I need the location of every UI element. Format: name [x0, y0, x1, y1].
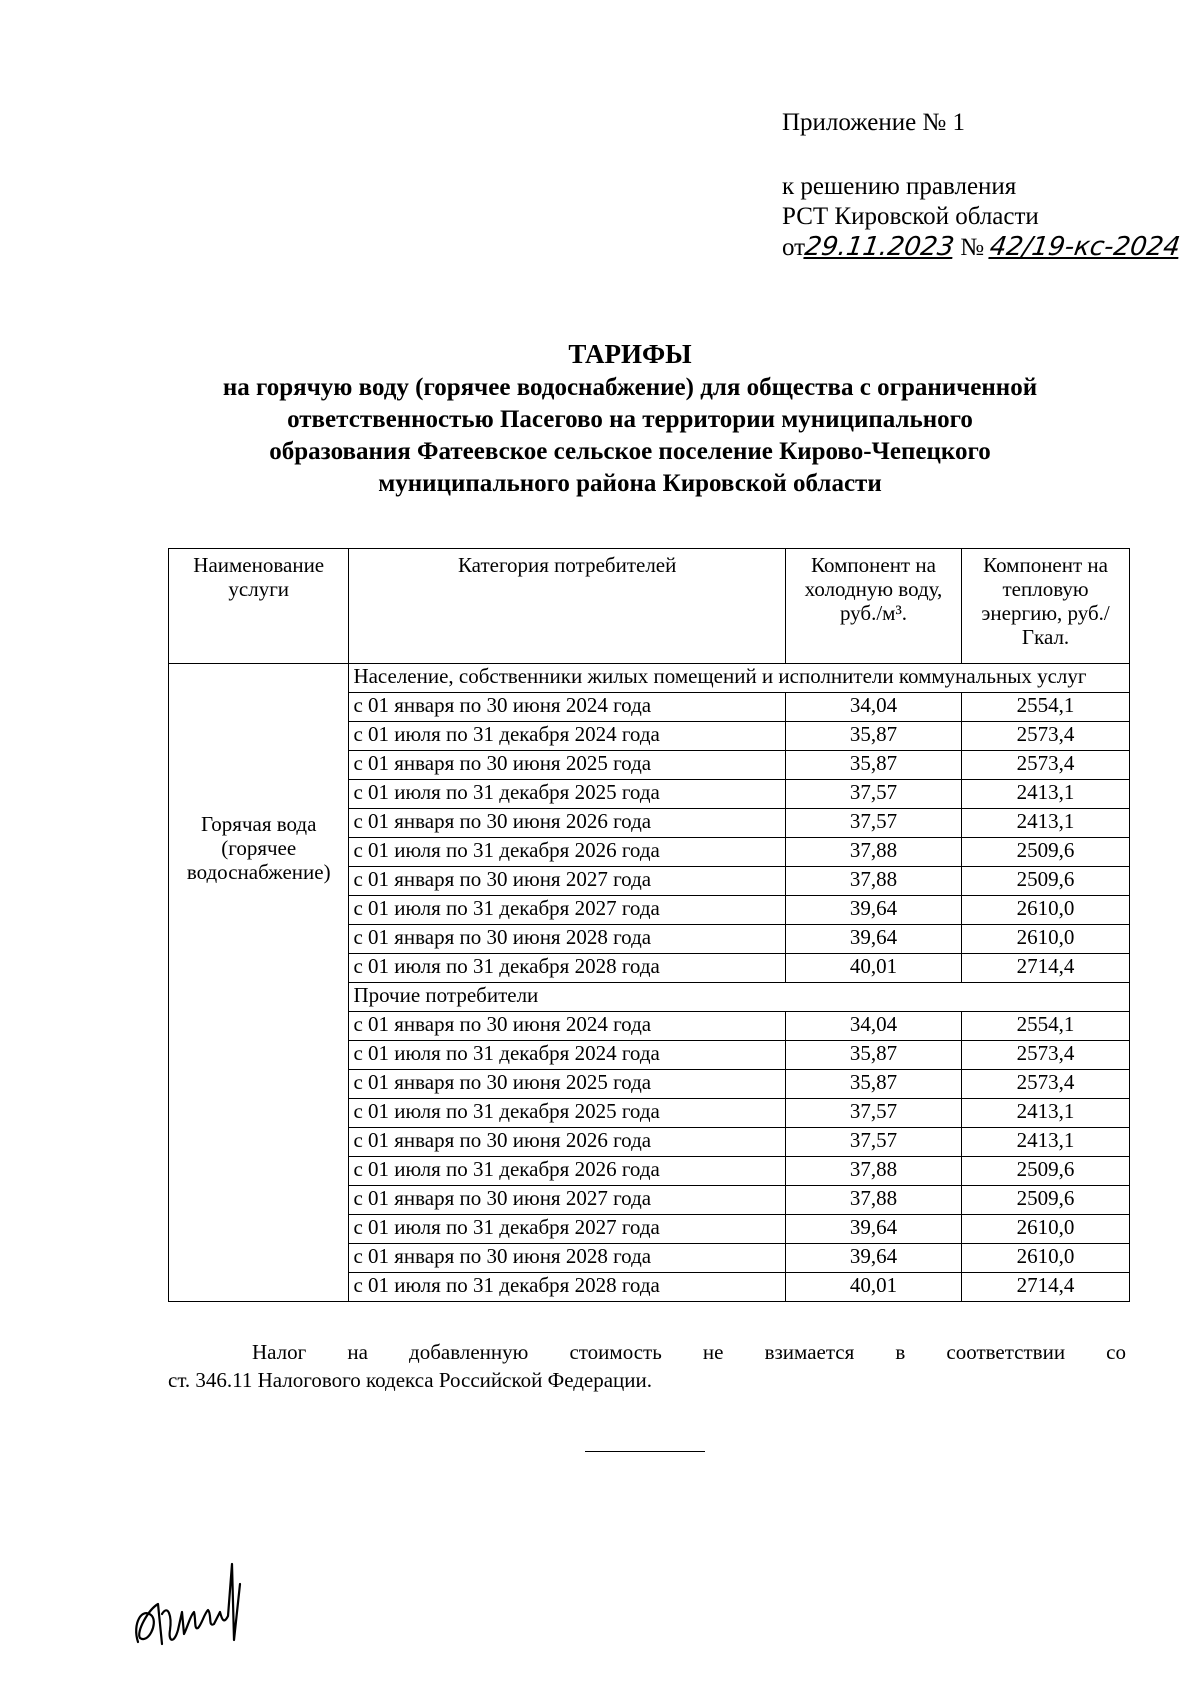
heat-value: 2573,4 — [962, 722, 1130, 751]
vat-note — [168, 1338, 1126, 1394]
cold-water-value: 37,88 — [785, 1186, 961, 1215]
cold-water-value: 37,88 — [785, 838, 961, 867]
document-title — [160, 338, 1100, 500]
cold-water-value: 35,87 — [785, 1041, 961, 1070]
heat-value: 2413,1 — [962, 809, 1130, 838]
period-cell: с 01 июля по 31 декабря 2026 года — [349, 1157, 785, 1186]
title-line-2: ответственностью Пасегово на территории муниципального — [287, 406, 973, 433]
title-line-3: образования Фатеевское сельское поселение Кирово-Чепецкого — [269, 438, 991, 465]
end-divider — [585, 1451, 705, 1452]
number-prefix: № — [960, 234, 985, 261]
heat-value: 2573,4 — [962, 1070, 1130, 1099]
period-cell: с 01 января по 30 июня 2025 года — [349, 751, 785, 780]
heat-value: 2714,4 — [962, 954, 1130, 983]
heat-value: 2610,0 — [962, 925, 1130, 954]
table-header-row — [169, 549, 1130, 664]
heat-value: 2714,4 — [962, 1273, 1130, 1302]
cold-water-value: 34,04 — [785, 693, 961, 722]
heat-value: 2554,1 — [962, 693, 1130, 722]
vat-note-line-1: Налог на добавленную стоимость не взимается в соответствии со — [252, 1340, 1126, 1364]
period-cell: с 01 июля по 31 декабря 2028 года — [349, 1273, 785, 1302]
title-main: ТАРИФЫ — [568, 339, 692, 369]
heat-value: 2573,4 — [962, 1041, 1130, 1070]
appendix-line-authority: РСТ Кировской области — [782, 203, 1039, 230]
cold-water-value: 37,88 — [785, 1157, 961, 1186]
vat-note-line-2: ст. 346.11 Налогового кодекса Российской Федерации. — [168, 1368, 653, 1392]
date-prefix: от — [782, 234, 806, 261]
appendix-block — [782, 108, 1183, 263]
cold-water-value: 39,64 — [785, 1215, 961, 1244]
period-cell: с 01 июля по 31 декабря 2026 года — [349, 838, 785, 867]
period-cell: с 01 июля по 31 декабря 2024 года — [349, 1041, 785, 1070]
period-cell: с 01 января по 30 июня 2026 года — [349, 1128, 785, 1157]
cold-water-value: 35,87 — [785, 751, 961, 780]
cold-water-value: 37,88 — [785, 867, 961, 896]
period-cell: с 01 июля по 31 декабря 2027 года — [349, 896, 785, 925]
cold-water-value: 39,64 — [785, 1244, 961, 1273]
cold-water-value: 37,57 — [785, 780, 961, 809]
header-category: Категория потребителей — [349, 549, 785, 664]
heat-value: 2610,0 — [962, 1244, 1130, 1273]
tariff-table — [168, 548, 1130, 1302]
cold-water-value: 40,01 — [785, 954, 961, 983]
appendix-date-line — [782, 232, 1183, 263]
title-line-1: на горячую воду (горячее водоснабжение) для общества с ограниченной — [222, 374, 1038, 401]
handwritten-number: 42/19-кс-2024 — [988, 232, 1183, 262]
period-cell: с 01 января по 30 июня 2026 года — [349, 809, 785, 838]
header-heat: Компонент на тепловую энергию, руб./Гкал. — [962, 549, 1130, 664]
heat-value: 2610,0 — [962, 1215, 1130, 1244]
period-cell: с 01 января по 30 июня 2027 года — [349, 867, 785, 896]
period-cell: с 01 июля по 31 декабря 2024 года — [349, 722, 785, 751]
signature — [128, 1554, 268, 1659]
appendix-line-decision: к решению правления — [782, 173, 1017, 200]
header-cold-water: Компонент на холодную воду, руб./м³. — [785, 549, 961, 664]
period-cell: с 01 июля по 31 декабря 2028 года — [349, 954, 785, 983]
cold-water-value: 37,57 — [785, 809, 961, 838]
title-line-4: муниципального района Кировской области — [378, 470, 882, 497]
consumer-group-name: Прочие потребители — [349, 983, 1130, 1012]
period-cell: с 01 января по 30 июня 2024 года — [349, 1012, 785, 1041]
consumer-group-name: Население, собственники жилых помещений и исполнители коммунальных услуг — [349, 664, 1130, 693]
period-cell: с 01 января по 30 июня 2025 года — [349, 1070, 785, 1099]
header-service: Наименование услуги — [169, 549, 349, 664]
heat-value: 2509,6 — [962, 1186, 1130, 1215]
period-cell: с 01 января по 30 июня 2027 года — [349, 1186, 785, 1215]
cold-water-value: 35,87 — [785, 1070, 961, 1099]
period-cell: с 01 июля по 31 декабря 2025 года — [349, 780, 785, 809]
consumer-group-row — [169, 664, 1130, 693]
cold-water-value: 35,87 — [785, 722, 961, 751]
heat-value: 2413,1 — [962, 1099, 1130, 1128]
cold-water-value: 37,57 — [785, 1099, 961, 1128]
tariff-table-body — [169, 664, 1130, 1302]
cold-water-value: 40,01 — [785, 1273, 961, 1302]
handwritten-date: 29.11.2023 — [803, 232, 957, 262]
heat-value: 2554,1 — [962, 1012, 1130, 1041]
appendix-title: Приложение № 1 — [782, 109, 966, 136]
heat-value: 2610,0 — [962, 896, 1130, 925]
heat-value: 2573,4 — [962, 751, 1130, 780]
heat-value: 2509,6 — [962, 867, 1130, 896]
period-cell: с 01 января по 30 июня 2024 года — [349, 693, 785, 722]
cold-water-value: 39,64 — [785, 925, 961, 954]
period-cell: с 01 июля по 31 декабря 2027 года — [349, 1215, 785, 1244]
service-name: Горячая вода (горячее водоснабжение) — [186, 812, 331, 884]
period-cell: с 01 июля по 31 декабря 2025 года — [349, 1099, 785, 1128]
heat-value: 2509,6 — [962, 1157, 1130, 1186]
heat-value: 2509,6 — [962, 838, 1130, 867]
heat-value: 2413,1 — [962, 1128, 1130, 1157]
period-cell: с 01 января по 30 июня 2028 года — [349, 1244, 785, 1273]
cold-water-value: 39,64 — [785, 896, 961, 925]
cold-water-value: 37,57 — [785, 1128, 961, 1157]
cold-water-value: 34,04 — [785, 1012, 961, 1041]
service-name-cell — [169, 664, 349, 1302]
heat-value: 2413,1 — [962, 780, 1130, 809]
period-cell: с 01 января по 30 июня 2028 года — [349, 925, 785, 954]
